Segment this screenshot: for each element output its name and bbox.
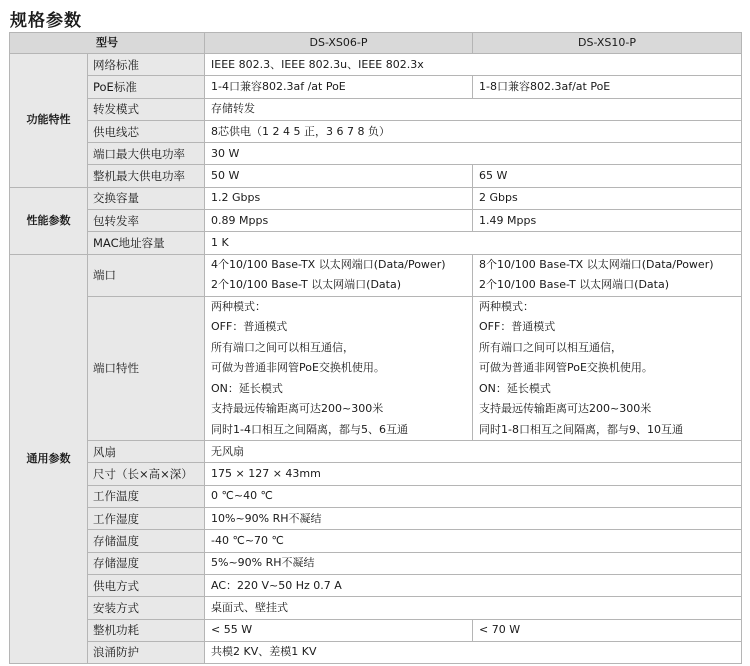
feature-a-line: 同时1-4口相互之间隔离，都与5、6互通 <box>211 422 408 436</box>
table-row <box>10 98 742 120</box>
feature-a-line: 支持最远传输距离可达200~300米 <box>211 402 384 416</box>
row-value: 无风扇 <box>205 441 742 463</box>
row-label: 转发模式 <box>88 98 205 120</box>
row-value: AC：220 V~50 Hz 0.7 A <box>205 574 742 596</box>
table-row <box>10 76 742 98</box>
page-title: 规格参数 <box>10 11 82 31</box>
row-value-a <box>205 254 473 296</box>
row-value-b <box>473 296 742 441</box>
section-function: 功能特性 <box>10 54 88 188</box>
table-row <box>10 641 742 663</box>
row-value: 共模2 KV、差模1 KV <box>205 641 742 663</box>
row-label: 端口特性 <box>88 296 205 441</box>
table-row <box>10 143 742 165</box>
row-label: 存储湿度 <box>88 552 205 574</box>
row-value: 10%~90% RH不凝结 <box>205 508 742 530</box>
ports-a-line: 4个10/100 Base-TX 以太网端口(Data/Power) <box>211 257 446 271</box>
feature-a-line: OFF：普通模式 <box>211 320 288 334</box>
row-label: 网络标准 <box>88 54 205 76</box>
row-value: 8芯供电（1 2 4 5 正，3 6 7 8 负） <box>205 120 742 142</box>
row-label: 包转发率 <box>88 210 205 232</box>
row-label: 供电方式 <box>88 574 205 596</box>
ports-b-line: 2个10/100 Base-T 以太网端口(Data) <box>479 278 670 292</box>
row-label: 供电线芯 <box>88 120 205 142</box>
row-value: 175 × 127 × 43mm <box>205 463 742 485</box>
feature-b-line: 两种模式： <box>479 299 534 313</box>
feature-b-line: 可做为普通非网管PoE交换机使用。 <box>479 361 653 375</box>
row-value: IEEE 802.3、IEEE 802.3u、IEEE 802.3x <box>205 54 742 76</box>
feature-b-line: OFF：普通模式 <box>479 320 556 334</box>
row-label: PoE标准 <box>88 76 205 98</box>
row-label: 存储温度 <box>88 530 205 552</box>
row-value-a: 0.89 Mpps <box>205 210 473 232</box>
model-b-header: DS-XS10-P <box>473 33 742 54</box>
table-row <box>10 508 742 530</box>
row-value-b <box>473 254 742 296</box>
table-row <box>10 574 742 596</box>
row-value: 1 K <box>205 232 742 254</box>
row-label: 工作温度 <box>88 485 205 507</box>
row-label: 风扇 <box>88 441 205 463</box>
table-row <box>10 54 742 76</box>
model-header: 型号 <box>10 33 205 54</box>
table-row <box>10 552 742 574</box>
feature-b-line: 所有端口之间可以相互通信， <box>479 340 622 354</box>
row-value: -40 ℃~70 ℃ <box>205 530 742 552</box>
feature-b-line: ON：延长模式 <box>479 381 551 395</box>
table-row <box>10 165 742 187</box>
ports-b-line: 8个10/100 Base-TX 以太网端口(Data/Power) <box>479 257 714 271</box>
section-performance: 性能参数 <box>10 187 88 254</box>
row-label: 浪涌防护 <box>88 641 205 663</box>
table-row <box>10 296 742 441</box>
feature-a-line: 可做为普通非网管PoE交换机使用。 <box>211 361 385 375</box>
row-value-b: 2 Gbps <box>473 187 742 209</box>
table-row <box>10 463 742 485</box>
table-row <box>10 485 742 507</box>
row-label: 尺寸（长×高×深） <box>88 463 205 485</box>
table-row <box>10 120 742 142</box>
table-row <box>10 254 742 296</box>
feature-b-line: 同时1-8口相互之间隔离，都与9、10互通 <box>479 422 683 436</box>
table-row <box>10 187 742 209</box>
row-value-a: 1-4口兼容802.3af /at PoE <box>205 76 473 98</box>
row-value-b: 65 W <box>473 165 742 187</box>
table-row <box>10 619 742 641</box>
row-label: 整机功耗 <box>88 619 205 641</box>
table-row <box>10 530 742 552</box>
table-header-row <box>10 33 742 54</box>
row-value-b: 1.49 Mpps <box>473 210 742 232</box>
table-row <box>10 210 742 232</box>
feature-a-line: 所有端口之间可以相互通信， <box>211 340 354 354</box>
row-value: 存储转发 <box>205 98 742 120</box>
row-label: MAC地址容量 <box>88 232 205 254</box>
row-value: 5%~90% RH不凝结 <box>205 552 742 574</box>
table-row <box>10 441 742 463</box>
ports-a-line: 2个10/100 Base-T 以太网端口(Data) <box>211 278 402 292</box>
spec-table <box>9 32 742 664</box>
row-value: 30 W <box>205 143 742 165</box>
row-label: 安装方式 <box>88 597 205 619</box>
row-value-a: < 55 W <box>205 619 473 641</box>
section-general: 通用参数 <box>10 254 88 663</box>
model-a-header: DS-XS06-P <box>205 33 473 54</box>
row-value-a <box>205 296 473 441</box>
row-value: 0 ℃~40 ℃ <box>205 485 742 507</box>
row-value: 桌面式、壁挂式 <box>205 597 742 619</box>
feature-a-line: 两种模式： <box>211 299 266 313</box>
row-label: 交换容量 <box>88 187 205 209</box>
row-value-b: 1-8口兼容802.3af/at PoE <box>473 76 742 98</box>
row-label: 工作湿度 <box>88 508 205 530</box>
feature-a-line: ON：延长模式 <box>211 381 283 395</box>
row-value-a: 50 W <box>205 165 473 187</box>
table-row <box>10 597 742 619</box>
table-row <box>10 232 742 254</box>
row-value-a: 1.2 Gbps <box>205 187 473 209</box>
row-value-b: < 70 W <box>473 619 742 641</box>
row-label: 端口 <box>88 254 205 296</box>
row-label: 整机最大供电功率 <box>88 165 205 187</box>
feature-b-line: 支持最远传输距离可达200~300米 <box>479 402 652 416</box>
row-label: 端口最大供电功率 <box>88 143 205 165</box>
